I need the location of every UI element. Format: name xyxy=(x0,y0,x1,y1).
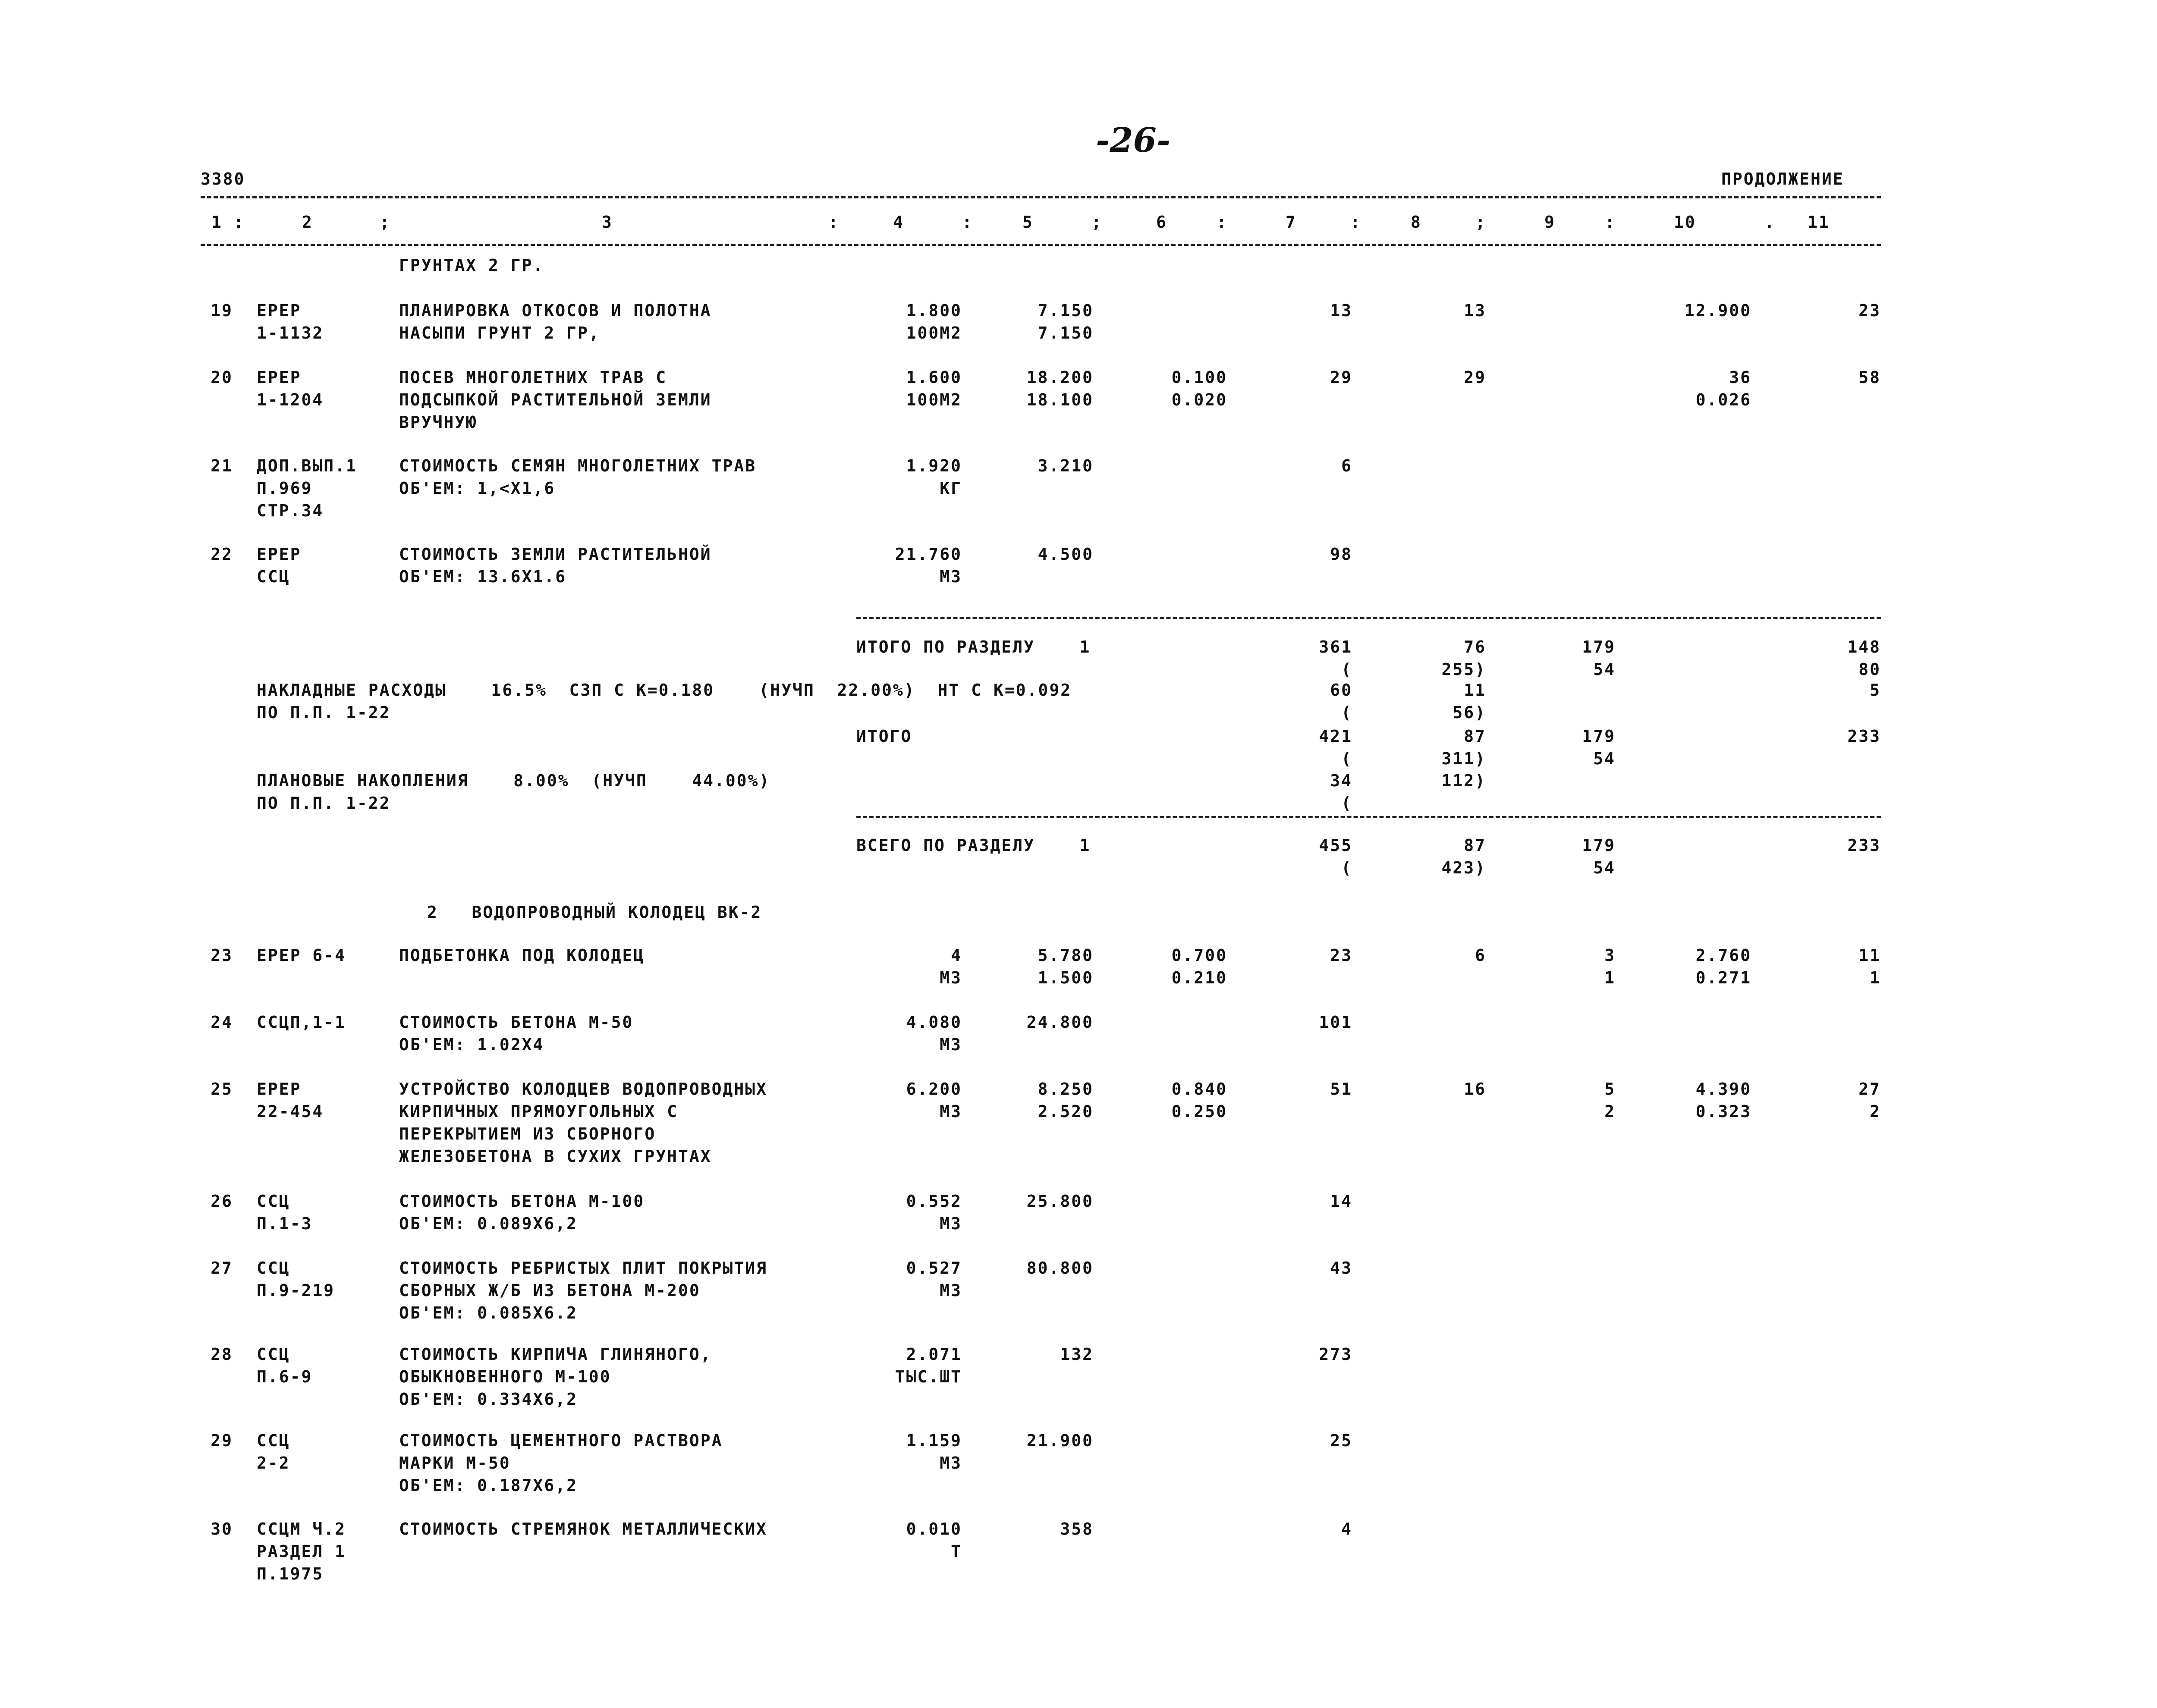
row-description: ОБЫКНОВЕННОГО М-100 xyxy=(399,1367,611,1386)
row-total: 6 xyxy=(1341,456,1352,475)
row-code: П.6-9 xyxy=(257,1367,313,1386)
row-quantity: М3 xyxy=(940,1035,962,1054)
row-col6: 0.250 xyxy=(1171,1102,1227,1121)
column-header: 2 xyxy=(302,213,313,232)
row-col6: 0.210 xyxy=(1171,968,1227,987)
planned-text: ПО П.П. 1-22 xyxy=(257,794,391,813)
itogo-col9: 54 xyxy=(1593,749,1616,768)
row-code: П.9-219 xyxy=(257,1281,335,1300)
row-col8: 16 xyxy=(1464,1080,1486,1099)
row-code: П.1-3 xyxy=(257,1214,313,1233)
column-header: ; xyxy=(1091,213,1103,232)
itogo-col9: 179 xyxy=(1582,727,1616,746)
row-code: ЕРЕР xyxy=(257,368,302,387)
row-unit-cost: 18.200 xyxy=(1026,368,1094,387)
row-quantity: 2.071 xyxy=(906,1345,962,1364)
row-code: 22-454 xyxy=(257,1102,324,1121)
row-total: 13 xyxy=(1330,301,1352,320)
row-description: КИРПИЧНЫХ ПРЯМОУГОЛЬНЫХ С xyxy=(399,1102,678,1121)
row-code: ССЦ xyxy=(257,567,290,586)
row-quantity: 0.552 xyxy=(906,1192,962,1211)
row-description: ГРУНТАХ 2 ГР. xyxy=(399,256,544,275)
row-code: ССЦ xyxy=(257,1345,290,1364)
row-col10: 0.026 xyxy=(1695,390,1751,409)
row-col9: 1 xyxy=(1604,968,1616,987)
row-code: 1-1132 xyxy=(257,323,324,342)
itogo-razdel-col8: 255) xyxy=(1441,660,1486,679)
column-header: : xyxy=(962,213,973,232)
row-description: СТОИМОСТЬ ЦЕМЕНТНОГО РАСТВОРА xyxy=(399,1431,723,1450)
column-header: : xyxy=(1350,213,1361,232)
row-description: ПОСЕВ МНОГОЛЕТНИХ ТРАВ С xyxy=(399,368,667,387)
row-description: СТОИМОСТЬ СЕМЯН МНОГОЛЕТНИХ ТРАВ xyxy=(399,456,757,475)
row-code: ССЦ xyxy=(257,1431,290,1450)
row-code: ЕРЕР xyxy=(257,301,302,320)
row-unit-cost: 7.150 xyxy=(1038,323,1094,342)
doc-code: 3380 xyxy=(201,170,245,188)
column-header: 10 xyxy=(1674,213,1696,232)
row-quantity: М3 xyxy=(940,567,962,586)
row-description: ОБ'ЕМ: 1,<X1,6 xyxy=(399,479,556,498)
vsego-col7: 455 xyxy=(1319,836,1352,855)
itogo-col11: 233 xyxy=(1847,727,1881,746)
vsego-col9: 54 xyxy=(1593,858,1616,877)
row-unit-cost: 1.500 xyxy=(1038,968,1094,987)
row-quantity: 0.010 xyxy=(906,1520,962,1538)
row-description: ОБ'ЕМ: 0.334X6,2 xyxy=(399,1390,578,1409)
row-quantity: ТЫС.ШТ xyxy=(895,1367,962,1386)
itogo-label: ИТОГО xyxy=(856,727,912,746)
row-col11: 1 xyxy=(1870,968,1881,987)
itogo-razdel-col11: 148 xyxy=(1847,637,1881,656)
column-header: ; xyxy=(380,213,391,232)
row-number: 28 xyxy=(211,1345,233,1364)
row-unit-cost: 132 xyxy=(1060,1345,1094,1364)
column-header: 6 xyxy=(1156,213,1167,232)
row-unit-cost: 7.150 xyxy=(1038,301,1094,320)
row-number: 30 xyxy=(211,1520,233,1538)
row-number: 20 xyxy=(211,368,233,387)
row-quantity: М3 xyxy=(940,1102,962,1121)
row-col10: 0.323 xyxy=(1695,1102,1751,1121)
header-rule-top xyxy=(201,196,1881,198)
row-col8: 13 xyxy=(1464,301,1486,320)
row-description: ПЛАНИРОВКА ОТКОСОВ И ПОЛОТНА xyxy=(399,301,712,320)
row-number: 21 xyxy=(211,456,233,475)
row-description: СТОИМОСТЬ БЕТОНА М-100 xyxy=(399,1192,645,1211)
row-quantity: 4.080 xyxy=(906,1013,962,1032)
column-header: ; xyxy=(1475,213,1487,232)
row-description: ОБ'ЕМ: 0.089X6,2 xyxy=(399,1214,578,1233)
row-code: 1-1204 xyxy=(257,390,324,409)
row-unit-cost: 24.800 xyxy=(1026,1013,1094,1032)
row-code: 2-2 xyxy=(257,1454,290,1473)
row-total: 273 xyxy=(1319,1345,1352,1364)
planned-text: ПЛАНОВЫЕ НАКОПЛЕНИЯ 8.00% (НУЧП 44.00%) xyxy=(257,771,770,790)
row-quantity: 100М2 xyxy=(906,323,962,342)
row-description: ОБ'ЕМ: 0.085X6.2 xyxy=(399,1303,578,1322)
row-col11: 11 xyxy=(1858,946,1881,965)
itogo-col7: ( xyxy=(1341,749,1352,768)
row-description: СТОИМОСТЬ БЕТОНА М-50 xyxy=(399,1013,634,1032)
row-total: 98 xyxy=(1330,545,1352,564)
row-unit-cost: 358 xyxy=(1060,1520,1094,1538)
row-code: ССЦ xyxy=(257,1192,290,1211)
itogo-col8: 311) xyxy=(1441,749,1486,768)
row-number: 27 xyxy=(211,1259,233,1278)
row-col10: 12.900 xyxy=(1684,301,1751,320)
column-header: 8 xyxy=(1411,213,1422,232)
vsego-col8: 87 xyxy=(1464,836,1486,855)
row-unit-cost: 80.800 xyxy=(1026,1259,1094,1278)
header-rule-bottom xyxy=(201,244,1881,246)
column-header: 7 xyxy=(1286,213,1297,232)
row-unit-cost: 3.210 xyxy=(1038,456,1094,475)
row-quantity: 1.920 xyxy=(906,456,962,475)
row-code: ССЦП,1-1 xyxy=(257,1013,346,1032)
row-description: ОБ'ЕМ: 1.02X4 xyxy=(399,1035,544,1054)
row-number: 24 xyxy=(211,1013,233,1032)
column-header: : xyxy=(828,213,840,232)
row-col11: 27 xyxy=(1858,1080,1881,1099)
row-col10: 36 xyxy=(1729,368,1751,387)
row-code: ДОП.ВЫП.1 xyxy=(257,456,357,475)
row-col8: 6 xyxy=(1475,946,1486,965)
vsego-col8: 423) xyxy=(1441,858,1486,877)
column-header: 9 xyxy=(1544,213,1556,232)
row-number: 25 xyxy=(211,1080,233,1099)
row-unit-cost: 8.250 xyxy=(1038,1080,1094,1099)
itogo-razdel-col8: 76 xyxy=(1464,637,1486,656)
vsego-col11: 233 xyxy=(1847,836,1881,855)
row-col10: 4.390 xyxy=(1695,1080,1751,1099)
row-quantity: 100М2 xyxy=(906,390,962,409)
vsego-col9: 179 xyxy=(1582,836,1616,855)
row-quantity: 1.159 xyxy=(906,1431,962,1450)
row-description: ПЕРЕКРЫТИЕМ ИЗ СБОРНОГО xyxy=(399,1124,656,1143)
section-title: 2 ВОДОПРОВОДНЫЙ КОЛОДЕЦ ВК-2 xyxy=(427,903,762,922)
row-quantity: 21.760 xyxy=(895,545,962,564)
row-total: 101 xyxy=(1319,1013,1352,1032)
row-quantity: М3 xyxy=(940,1454,962,1473)
row-description: СТОИМОСТЬ СТРЕМЯНОК МЕТАЛЛИЧЕСКИХ xyxy=(399,1520,767,1538)
column-header: : xyxy=(1605,213,1616,232)
column-header: . xyxy=(1764,213,1776,232)
row-description: СБОРНЫХ Ж/Б ИЗ БЕТОНА М-200 xyxy=(399,1281,701,1300)
row-description: ОБ'ЕМ: 0.187X6,2 xyxy=(399,1476,578,1495)
vsego-label: ВСЕГО ПО РАЗДЕЛУ 1 xyxy=(856,836,1091,855)
row-unit-cost: 5.780 xyxy=(1038,946,1094,965)
summary-rule-top xyxy=(856,617,1881,619)
row-description: СТОИМОСТЬ ЗЕМЛИ РАСТИТЕЛЬНОЙ xyxy=(399,545,712,564)
row-description: ПОДБЕТОНКА ПОД КОЛОДЕЦ xyxy=(399,946,645,965)
page-number: -26- xyxy=(1096,121,1171,160)
row-unit-cost: 25.800 xyxy=(1026,1192,1094,1211)
column-header: 11 xyxy=(1808,213,1830,232)
row-code: СТР.34 xyxy=(257,501,324,520)
row-code: РАЗДЕЛ 1 xyxy=(257,1542,346,1561)
overhead-text: НАКЛАДНЫЕ РАСХОДЫ 16.5% СЗП С К=0.180 (НУЧП 22.00%) НТ С К=0.092 xyxy=(257,681,1072,700)
column-header: 5 xyxy=(1022,213,1034,232)
itogo-razdel-col9: 54 xyxy=(1593,660,1616,679)
overhead-col7: ( xyxy=(1341,703,1352,722)
column-header: : xyxy=(1217,213,1228,232)
itogo-razdel-col7: 361 xyxy=(1319,637,1352,656)
row-number: 23 xyxy=(211,946,233,965)
row-code: П.1975 xyxy=(257,1564,324,1583)
itogo-razdel-label: ИТОГО ПО РАЗДЕЛУ 1 xyxy=(856,637,1091,656)
row-col8: 29 xyxy=(1464,368,1486,387)
row-total: 51 xyxy=(1330,1080,1352,1099)
planned-col7: ( xyxy=(1341,794,1352,813)
vsego-col7: ( xyxy=(1341,858,1352,877)
row-unit-cost: 2.520 xyxy=(1038,1102,1094,1121)
row-unit-cost: 21.900 xyxy=(1026,1431,1094,1450)
row-quantity: М3 xyxy=(940,968,962,987)
row-description: НАСЫПИ ГРУНТ 2 ГР, xyxy=(399,323,600,342)
overhead-col7: 60 xyxy=(1330,681,1352,700)
itogo-razdel-col7: ( xyxy=(1341,660,1352,679)
row-description: СТОИМОСТЬ РЕБРИСТЫХ ПЛИТ ПОКРЫТИЯ xyxy=(399,1259,767,1278)
planned-col8: 112) xyxy=(1441,771,1486,790)
row-col11: 23 xyxy=(1858,301,1881,320)
itogo-razdel-col11: 80 xyxy=(1858,660,1881,679)
row-total: 23 xyxy=(1330,946,1352,965)
row-number: 19 xyxy=(211,301,233,320)
row-number: 29 xyxy=(211,1431,233,1450)
summary-rule-mid xyxy=(856,816,1881,818)
row-total: 29 xyxy=(1330,368,1352,387)
row-unit-cost: 4.500 xyxy=(1038,545,1094,564)
row-number: 22 xyxy=(211,545,233,564)
itogo-col8: 87 xyxy=(1464,727,1486,746)
column-header: 3 xyxy=(602,213,613,232)
row-description: СТОИМОСТЬ КИРПИЧА ГЛИНЯНОГО, xyxy=(399,1345,712,1364)
overhead-text: ПО П.П. 1-22 xyxy=(257,703,391,722)
row-description: ОБ'ЕМ: 13.6X1.6 xyxy=(399,567,567,586)
row-quantity: 1.800 xyxy=(906,301,962,320)
row-quantity: 1.600 xyxy=(906,368,962,387)
row-quantity: М3 xyxy=(940,1214,962,1233)
row-quantity: Т xyxy=(951,1542,962,1561)
row-total: 43 xyxy=(1330,1259,1352,1278)
row-col11: 2 xyxy=(1870,1102,1881,1121)
itogo-col7: 421 xyxy=(1319,727,1352,746)
row-quantity: 0.527 xyxy=(906,1259,962,1278)
row-description: ЖЕЛЕЗОБЕТОНА В СУХИХ ГРУНТАХ xyxy=(399,1147,712,1166)
row-col6: 0.840 xyxy=(1171,1080,1227,1099)
row-description: ВРУЧНУЮ xyxy=(399,413,478,432)
row-total: 14 xyxy=(1330,1192,1352,1211)
row-code: ЕРЕР xyxy=(257,1080,302,1099)
row-col10: 2.760 xyxy=(1695,946,1751,965)
column-header: 1 : xyxy=(211,213,245,232)
row-quantity: М3 xyxy=(940,1281,962,1300)
row-description: ПОДСЫПКОЙ РАСТИТЕЛЬНОЙ ЗЕМЛИ xyxy=(399,390,712,409)
row-col9: 3 xyxy=(1604,946,1616,965)
row-description: МАРКИ М-50 xyxy=(399,1454,511,1473)
row-total: 4 xyxy=(1341,1520,1352,1538)
row-col10: 0.271 xyxy=(1695,968,1751,987)
row-total: 25 xyxy=(1330,1431,1352,1450)
row-col6: 0.700 xyxy=(1171,946,1227,965)
row-number: 26 xyxy=(211,1192,233,1211)
row-code: ССЦМ Ч.2 xyxy=(257,1520,346,1538)
continuation-label: ПРОДОЛЖЕНИЕ xyxy=(1721,170,1844,188)
row-quantity: 4 xyxy=(951,946,962,965)
column-header: 4 xyxy=(893,213,904,232)
row-code: ССЦ xyxy=(257,1259,290,1278)
row-col6: 0.100 xyxy=(1171,368,1227,387)
overhead-col11: 5 xyxy=(1870,681,1881,700)
row-col9: 5 xyxy=(1604,1080,1616,1099)
row-code: ЕРЕР xyxy=(257,545,302,564)
row-col11: 58 xyxy=(1858,368,1881,387)
planned-col7: 34 xyxy=(1330,771,1352,790)
row-col6: 0.020 xyxy=(1171,390,1227,409)
overhead-col8: 11 xyxy=(1464,681,1486,700)
row-unit-cost: 18.100 xyxy=(1026,390,1094,409)
itogo-razdel-col9: 179 xyxy=(1582,637,1616,656)
row-quantity: 6.200 xyxy=(906,1080,962,1099)
row-quantity: КГ xyxy=(940,479,962,498)
row-code: ЕРЕР 6-4 xyxy=(257,946,346,965)
row-description: УСТРОЙСТВО КОЛОДЦЕВ ВОДОПРОВОДНЫХ xyxy=(399,1080,767,1099)
overhead-col8: 56) xyxy=(1453,703,1486,722)
row-col9: 2 xyxy=(1604,1102,1616,1121)
row-code: П.969 xyxy=(257,479,313,498)
